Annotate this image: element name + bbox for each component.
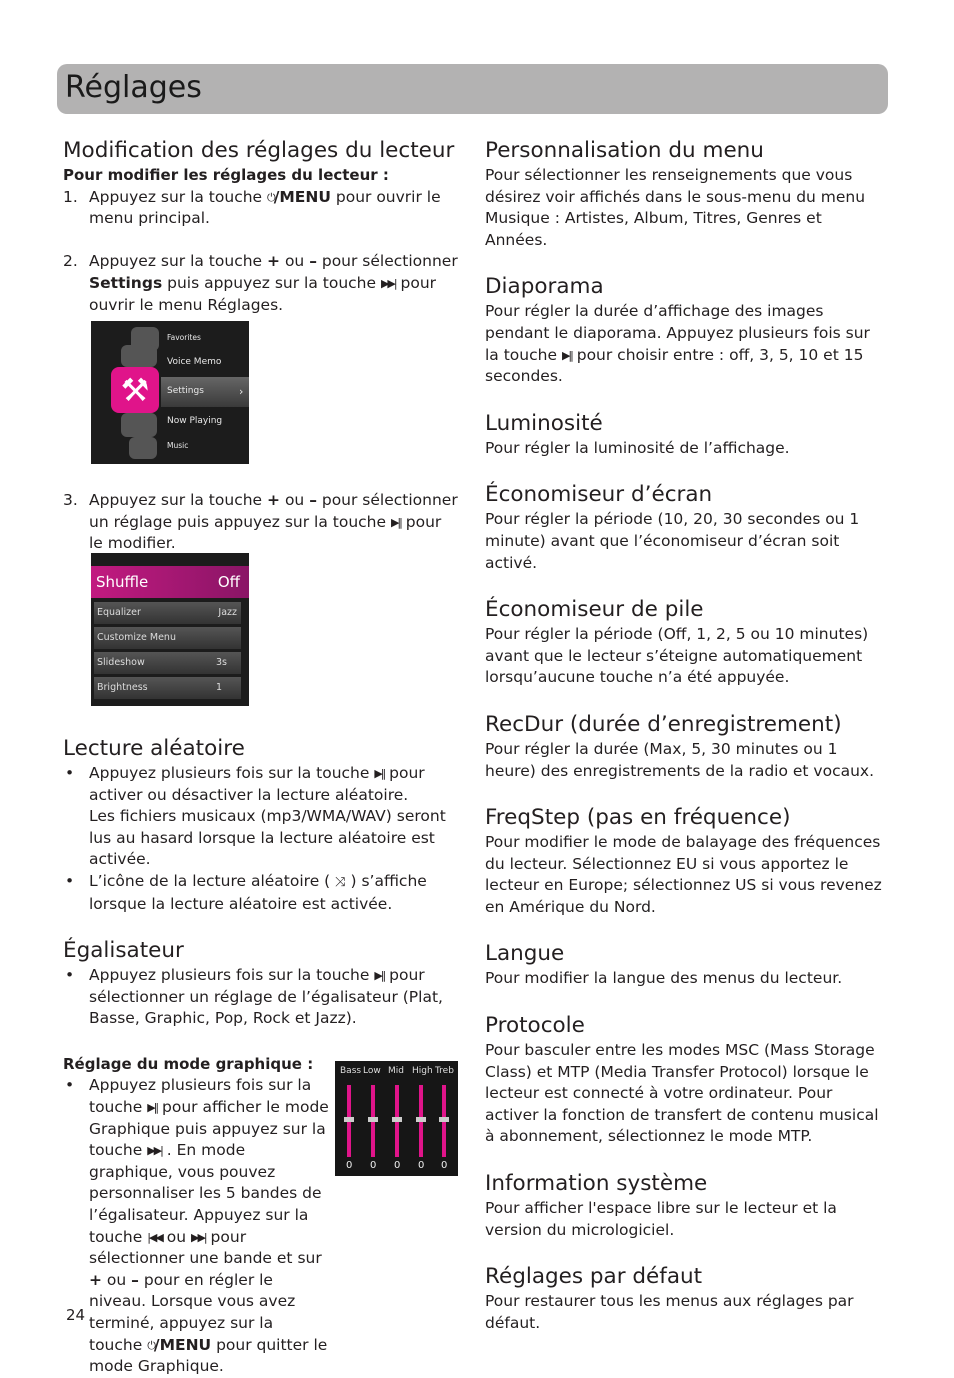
heading-langue: Langue	[485, 941, 565, 967]
item-text: L’icône de la lecture aléatoire (	[89, 871, 336, 890]
heading-personnalisation: Personnalisation du menu	[485, 138, 764, 163]
menu-item-voice-memo: Voice Memo	[167, 357, 222, 367]
row-label: Brightness	[97, 682, 148, 693]
text-freqstep: Pour modifier le mode de balayage des fréquences du lecteur. Sélectionnez EU si vous apportez le lecteur en Europe; sélectionnez US si vous revenez en Amérique du Nord.	[485, 833, 882, 916]
eq-value: 0	[346, 1160, 353, 1171]
list-item	[63, 965, 458, 1030]
item-text: Les fichiers musicaux (mp3/WMA/WAV) seront lus au hasard lorsque la lecture aléatoire est activée.	[89, 807, 446, 869]
eq-knob	[368, 1117, 378, 1122]
page-number: 24	[66, 1306, 86, 1324]
text-economiseur-pile: Pour régler la période (Off, 1, 2, 5 ou 10 minutes) avant que le lecteur s’éteigne automatiquement lorsqu’aucune touche n’a été appuyée.	[485, 625, 869, 687]
item-text: ) s’affiche lorsque la lecture aléatoire est activée.	[89, 871, 427, 913]
step-text: pour sélectionner	[316, 252, 458, 271]
heading-egalisateur: Égalisateur	[63, 938, 184, 964]
text-personnalisation: Pour sélectionner les renseignements que vous désirez voir affichés dans le sous-menu du menu Musique : Artistes, Album, Titres, Genres et Années.	[485, 166, 866, 249]
settings-header	[91, 566, 249, 598]
row-value: 3s	[216, 657, 227, 668]
plus-key: +	[267, 252, 281, 271]
item-text: pour sélectionner un réglage de l’égalisateur (Plat, Basse, Graphic, Pop, Rock et Jazz).	[89, 966, 443, 1028]
heading-information: Information système	[485, 1171, 708, 1197]
eq-label: Bass	[340, 1066, 362, 1076]
power-icon: ⏻	[267, 190, 274, 204]
minus-key: –	[309, 491, 317, 510]
menu-item-now-playing: Now Playing	[167, 416, 223, 426]
play-pause-icon: ▶||	[374, 969, 385, 983]
main-menu-screenshot	[91, 321, 249, 464]
heading-defaut: Réglages par défaut	[485, 1264, 703, 1290]
right-column	[485, 136, 885, 1334]
item-text: pour afficher le mode Graphique puis appuyez sur la touche	[89, 1098, 329, 1160]
play-pause-icon: ▶||	[374, 766, 385, 780]
next-icon: ▶▶|	[147, 1144, 162, 1158]
settings-row	[94, 602, 241, 624]
plus-key: +	[89, 1270, 102, 1289]
row-value: 1	[215, 682, 222, 693]
settings-hammer-icon: ⚒	[111, 367, 159, 413]
play-pause-icon: ▶||	[147, 1101, 158, 1115]
bullet: •	[65, 763, 75, 782]
eq-knob	[439, 1117, 449, 1122]
list-item	[63, 871, 458, 915]
settings-word: Settings	[89, 273, 163, 292]
step-2	[63, 251, 458, 316]
heading-luminosite: Luminosité	[485, 410, 603, 436]
eq-knob	[392, 1117, 402, 1122]
heading-recdur: RecDur (durée d’enregistrement)	[485, 711, 842, 737]
text-recdur: Pour régler la durée (Max, 5, 30 minutes ou 1 heure) des enregistrements de la radio et vocaux.	[485, 739, 875, 780]
power-icon: ⏻	[147, 1338, 154, 1352]
prev-icon: |◀◀	[147, 1230, 162, 1244]
step-1	[63, 187, 458, 230]
item-text: . En mode graphique, vous pouvez personnaliser les 5 bandes de l’égalisateur. Appuyez sur la touche	[89, 1141, 322, 1246]
menu-item-settings: Settings	[167, 386, 204, 396]
step-text: pour le modifier.	[89, 512, 442, 553]
paragraph-text: pour choisir entre : off, 3, 5, 10 et 15 secondes.	[485, 345, 864, 386]
eq-label: Mid	[388, 1066, 404, 1076]
eq-value: 0	[441, 1160, 448, 1171]
music-headphones-icon	[129, 437, 157, 459]
next-icon: ▶▶|	[380, 276, 396, 290]
text-luminosite: Pour régler la luminosité de l’affichage.	[485, 438, 790, 457]
step-number: 3.	[63, 491, 78, 510]
item-text: ou	[102, 1270, 132, 1289]
step-text: pour ouvrir le menu principal.	[89, 187, 441, 228]
text-economiseur-ecran: Pour régler la période (10, 20, 30 secondes ou 1 minute) avant que l’économiseur d’écran soit activé.	[485, 510, 860, 572]
menu-key: /MENU	[273, 187, 331, 206]
settings-row	[94, 652, 241, 674]
bullet: •	[65, 966, 75, 985]
step-text: pour ouvrir le menu Réglages.	[89, 273, 437, 314]
eq-label: Treb	[435, 1066, 454, 1076]
heading-diaporama: Diaporama	[485, 274, 604, 300]
bullet: •	[65, 871, 75, 890]
item-text: pour en régler le niveau. Lorsque vous avez terminé, appuyez sur la touche	[89, 1270, 296, 1354]
row-label: Customize Menu	[97, 632, 176, 643]
heading-protocole: Protocole	[485, 1013, 585, 1039]
shuffle-icon: ⤨	[335, 874, 346, 890]
text-information: Pour afficher l'espace libre sur le lecteur et la version du micrologiciel.	[485, 1199, 837, 1239]
step-3	[63, 490, 458, 555]
heading-economiseur-pile: Économiseur de pile	[485, 597, 704, 623]
heading-economiseur-ecran: Économiseur d’écran	[485, 482, 713, 508]
heading-freqstep: FreqStep (pas en fréquence)	[485, 805, 791, 831]
subheading-modifier: Pour modifier les réglages du lecteur :	[63, 166, 389, 184]
list-item	[63, 763, 458, 871]
heading-modification: Modification des réglages du lecteur	[63, 138, 455, 163]
item-text: Appuyez plusieurs fois sur la touche	[89, 763, 375, 782]
page-title: Réglages	[65, 70, 202, 105]
menu-key: /MENU	[153, 1335, 212, 1354]
menu-item-favorites: Favorites	[167, 333, 201, 342]
voice-memo-icon	[121, 345, 157, 367]
eq-value: 0	[418, 1160, 425, 1171]
next-icon: ▶▶|	[191, 1230, 206, 1244]
minus-key: –	[309, 252, 317, 271]
graph-text-narrow	[89, 1075, 329, 1377]
eq-label: Low	[363, 1066, 381, 1076]
menu-item-music: Music	[167, 441, 189, 450]
step-text: Appuyez sur la touche	[89, 491, 268, 510]
play-pause-icon: ▶||	[561, 348, 572, 362]
step-text: puis appuyez sur la touche	[162, 273, 381, 292]
header-value: Off	[217, 573, 240, 591]
equalizer-screenshot	[335, 1061, 458, 1176]
item-text: Appuyez plusieurs fois sur la touche	[89, 1076, 312, 1117]
step-number: 1.	[63, 187, 78, 206]
row-label: Equalizer	[97, 607, 141, 618]
text-langue: Pour modifier la langue des menus du lecteur.	[485, 969, 843, 988]
text-diaporama	[485, 301, 885, 387]
step-text: pour sélectionner un réglage puis appuyez sur la touche	[89, 491, 458, 531]
settings-row	[94, 627, 241, 649]
item-text: pour quitter le mode Graphique.	[89, 1335, 328, 1376]
plus-key: +	[267, 491, 281, 510]
item-text: pour sélectionner une bande et sur	[89, 1227, 322, 1268]
step-text: Appuyez sur la touche	[89, 187, 268, 206]
item-text: Appuyez plusieurs fois sur la touche	[89, 966, 375, 985]
eq-knob	[416, 1117, 426, 1122]
eq-knob	[344, 1117, 354, 1122]
eq-label: High	[412, 1066, 433, 1076]
text-defaut: Pour restaurer tous les menus aux réglages par défaut.	[485, 1292, 854, 1332]
eq-value: 0	[394, 1160, 401, 1171]
step-text: ou	[280, 491, 310, 510]
text-protocole: Pour basculer entre les modes MSC (Mass Storage Class) et MTP (Media Transfer Protocol) lorsque le lecteur est connecté à votre ordinateur. Pour activer la fonction de transfert de contenu musical à abonnement, sélectionnez le mode MTP.	[485, 1041, 879, 1146]
row-label: Slideshow	[97, 657, 145, 668]
settings-row	[94, 677, 241, 699]
header-label: Shuffle	[96, 573, 149, 591]
play-pause-icon: ▶||	[390, 515, 401, 529]
bullet: •	[65, 1076, 75, 1095]
item-text: pour activer ou désactiver la lecture aléatoire.	[89, 763, 425, 804]
row-value: Jazz	[218, 607, 237, 618]
now-playing-icon	[121, 413, 157, 437]
chevron-right-icon: ›	[239, 385, 244, 398]
subheading-graphique: Réglage du mode graphique :	[63, 1054, 314, 1073]
step-text: ou	[280, 252, 310, 271]
settings-menu-screenshot	[91, 553, 249, 706]
step-text: Appuyez sur la touche	[89, 252, 268, 271]
eq-value: 0	[370, 1160, 377, 1171]
paragraph-text: Pour régler la durée d’affichage des images pendant le diaporama. Appuyez plusieurs fois sur la touche	[485, 302, 870, 364]
minus-key: –	[131, 1270, 139, 1289]
heading-lecture: Lecture aléatoire	[63, 735, 245, 761]
title-banner	[57, 64, 888, 114]
step-number: 2.	[63, 252, 78, 271]
item-text: ou	[161, 1227, 191, 1246]
